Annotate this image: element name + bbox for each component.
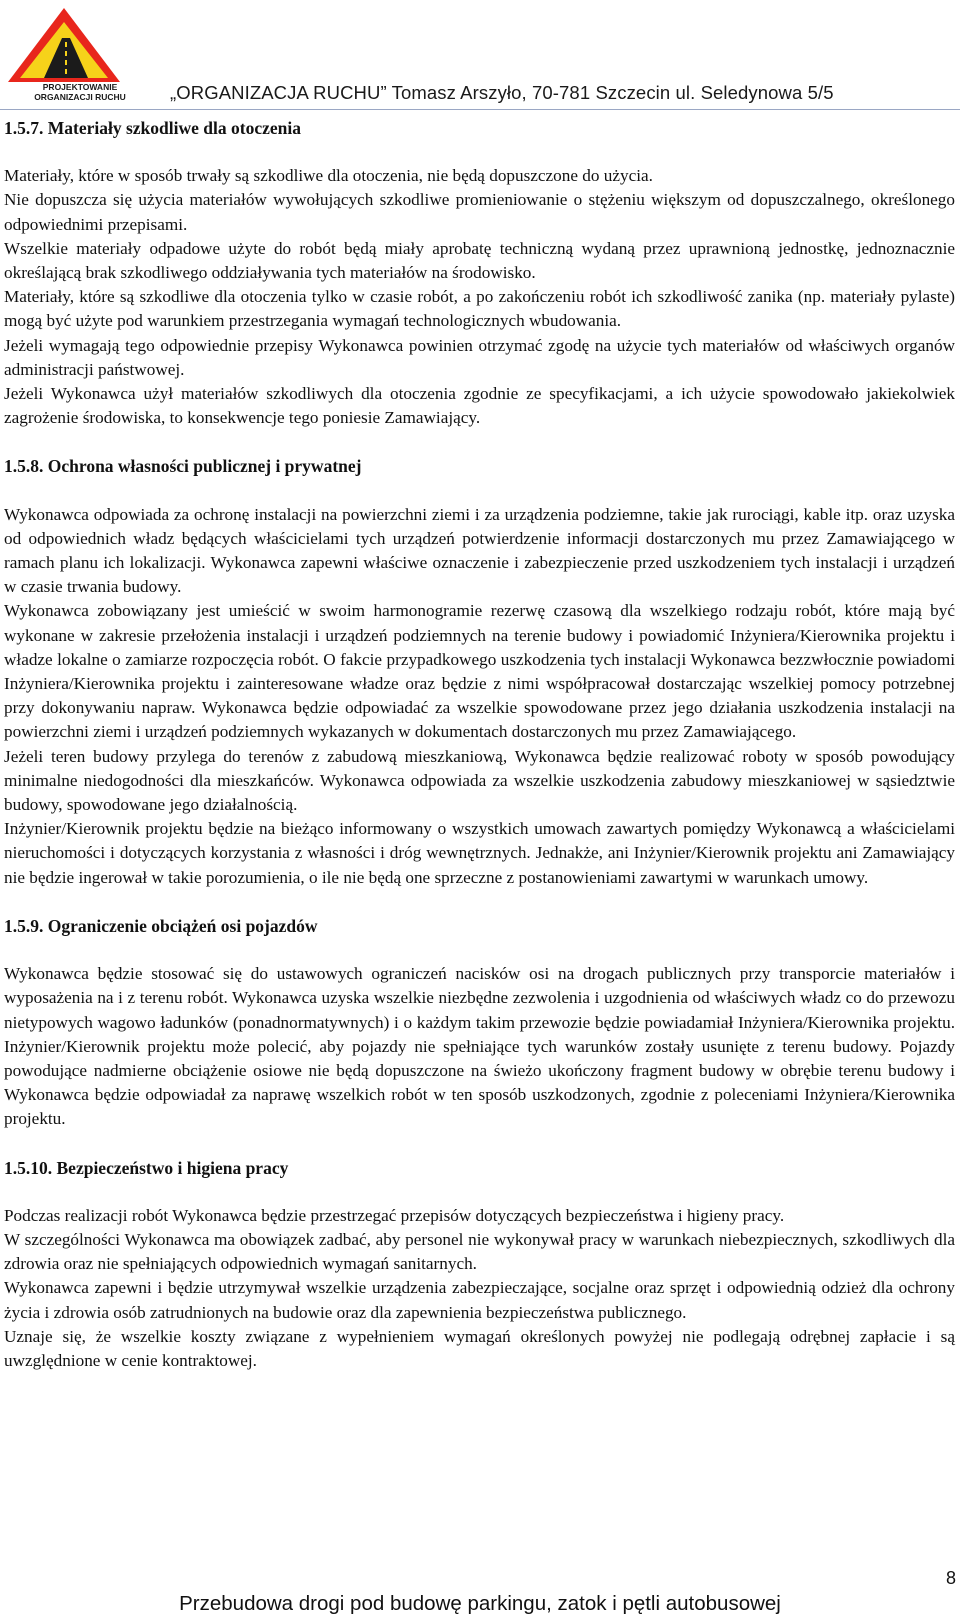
section-1-5-10 — [4, 1156, 955, 1374]
paragraph: Wykonawca zobowiązany jest umieścić w swoim harmonogramie rezerwę czasową dla wszelkiego rodzaju robót, które mają być wykonane w zakresie przełożenia instalacji i urządzeń podziemnych na terenie budowy i powiadomić Inżyniera/Kierownika projektu i władze lokalne o zamiarze rozpoczęcia robót. O fakcie przypadkowego uszkodzenia tych instalacji Wykonawca bezzwłocznie powiadomi Inżyniera/Kierownika projektu i zainteresowane władze oraz będzie z nimi współpracował dostarczając wszelkiej pomocy potrzebnej przy dokonywaniu napraw. Wykonawca będzie odpowiadać za wszelkie spowodowane przez jego działania uszkodzenia instalacji na powierzchni ziemi i urządzeń podziemnych wykazanych w dokumentach dostarczonych mu przez Zamawiającego. — [4, 601, 955, 742]
paragraph: Uznaje się, że wszelkie koszty związane z wypełnieniem wymagań określonych powyżej nie podlegają odrębnej zapłacie i są uwzględnione w cenie kontraktowej. — [4, 1326, 955, 1370]
section-title: Ochrona własności publicznej i prywatnej — [47, 456, 362, 477]
section-1-5-9 — [4, 914, 955, 1132]
paragraph: Wykonawca zapewni i będzie utrzymywał wszelkie urządzenia zabezpieczające, socjalne oraz sprzęt i odpowiednią odzież dla ochrony życia i zdrowia osób zatrudnionych na budowie oraz dla zapewnienia bezpieczeństwa publicznego. — [4, 1278, 955, 1322]
section-1-5-8 — [4, 454, 955, 889]
paragraph: Materiały, które w sposób trwały są szkodliwe dla otoczenia, nie będą dopuszczone do użycia. — [4, 166, 653, 186]
paragraph: Wszelkie materiały odpadowe użyte do robót będą miały aprobatę techniczną wydaną przez uprawnioną jednostkę, jednoznacznie określającą brak szkodliwego oddziaływania tych materiałów na środowisko. — [4, 238, 955, 283]
page-header — [0, 0, 960, 112]
paragraph: Wykonawca będzie stosować się do ustawowych ograniczeń nacisków osi na drogach publicznych przy transporcie materiałów i wyposażenia na i z terenu robót. Wykonawca uzyska wszelkie niezbędne zezwolenia i uzgodnienia od właściwych władz co do przewozu nietypowych wagowo ładunków (ponadnormatywnych) i o każdym takim przewozie będzie powiadamiał Inżyniera/Kierownika projektu. Inżynier/Kierownik projektu może polecić, aby pojazdy nie spełniające tych warunków zostały usunięte z terenu budowy. Pojazdy powodujące nadmierne obciążenie osiowe nie będą dopuszczone na świeżo ukończony fragment budowy w obrębie terenu budowy i Wykonawca będzie odpowiadał za naprawę wszelkich robót w ten sposób uszkodzonych, zgodnie z poleceniami Inżyniera/Kierownika projektu. — [4, 964, 955, 1129]
logo-line1: PROJEKTOWANIE — [42, 82, 118, 92]
document-body — [4, 116, 955, 1373]
section-number: 1.5.7. — [4, 118, 44, 138]
section-heading — [4, 116, 955, 140]
paragraph: Inżynier/Kierownik projektu będzie na bieżąco informowany o wszystkich umowach zawartych pomiędzy Wykonawcą a właścicielami nieruchomości i dotyczących korzystania z własności i dróg wewnętrznych. Jednakże, ani Inżynier/Kierownik projektu ani Zamawiający nie będzie ingerował w takie porozumienia, o ile nie będą one sprzeczne z postanowieniami zawartymi w warunkach umowy. — [4, 819, 955, 887]
header-divider — [0, 109, 960, 110]
company-logo-icon — [4, 4, 156, 104]
paragraph: Jeżeli Wykonawca użył materiałów szkodliwych dla otoczenia zgodnie ze specyfikacjami, a ich użycie spowodowało jakiekolwiek zagrożenie środowiska, to konsekwencje tego poniesie Zamawiający. — [4, 384, 955, 428]
section-number: 1.5.10. — [4, 1157, 53, 1178]
section-number: 1.5.9. — [4, 915, 44, 936]
paragraph: Podczas realizacji robót Wykonawca będzie przestrzegać przepisów dotyczących bezpieczeństwa i higieny pracy. — [4, 1205, 785, 1225]
company-address: „ORGANIZACJA RUCHU” Tomasz Arszyło, 70-781 Szczecin ul. Seledynowa 5/5 — [170, 82, 834, 103]
section-title: Ograniczenie obciążeń osi pojazdów — [47, 915, 318, 936]
section-heading — [4, 914, 955, 938]
paragraph: Nie dopuszcza się użycia materiałów wywołujących szkodliwe promieniowanie o stężeniu większym od dopuszczalnego, określonego odpowiednimi przepisami. — [4, 190, 955, 234]
section-title: Materiały szkodliwe dla otoczenia — [47, 118, 301, 138]
paragraph: Jeżeli teren budowy przylega do terenów z zabudową mieszkaniową, Wykonawca będzie realizować roboty w sposób powodujący minimalne niedogodności dla mieszkańców. Wykonawca odpowiada za wszelkie uszkodzenia zabudowy mieszkaniowej w sąsiedztwie budowy, spowodowane jego działalnością. — [4, 746, 955, 815]
page-number: 8 — [945, 1568, 956, 1588]
paragraph: Wykonawca odpowiada za ochronę instalacji na powierzchni ziemi i za urządzenia podziemne, takie jak rurociągi, kable itp. oraz uzyska od odpowiednich władz będących właścicielami tych urządzeń potwierdzenie informacji dostarczonych mu przez Zamawiającego w ramach planu ich lokalizacji. Wykonawca zapewni właściwe oznaczenie i zabezpieczenie przed uszkodzeniem tych instalacji i urządzeń w czasie trwania budowy. — [4, 504, 955, 597]
paragraph: Jeżeli wymagają tego odpowiednie przepisy Wykonawca powinien otrzymać zgodę na użycie tych materiałów od właściwych organów administracji państwowej. — [4, 335, 955, 379]
logo-line2: ORGANIZACJI RUCHU — [34, 92, 126, 102]
paragraph: W szczególności Wykonawca ma obowiązek zadbać, aby personel nie wykonywał pracy w warunkach niebezpiecznych, szkodliwych dla zdrowia oraz nie spełniających odpowiednich wymagań sanitarnych. — [4, 1229, 955, 1274]
footer-title: Przebudowa drogi pod budowę parkingu, zatok i pętli autobusowej — [179, 1592, 781, 1615]
section-title: Bezpieczeństwo i higiena pracy — [56, 1157, 289, 1178]
section-heading — [4, 454, 955, 478]
section-1-5-7 — [4, 116, 955, 430]
section-number: 1.5.8. — [4, 456, 44, 477]
section-heading — [4, 1156, 955, 1180]
paragraph: Materiały, które są szkodliwe dla otoczenia tylko w czasie robót, a po zakończeniu robót ich szkodliwość zanika (np. materiały pylaste) mogą być użyte pod warunkiem przestrzegania wymagań technologicznych wbudowania. — [4, 287, 955, 331]
